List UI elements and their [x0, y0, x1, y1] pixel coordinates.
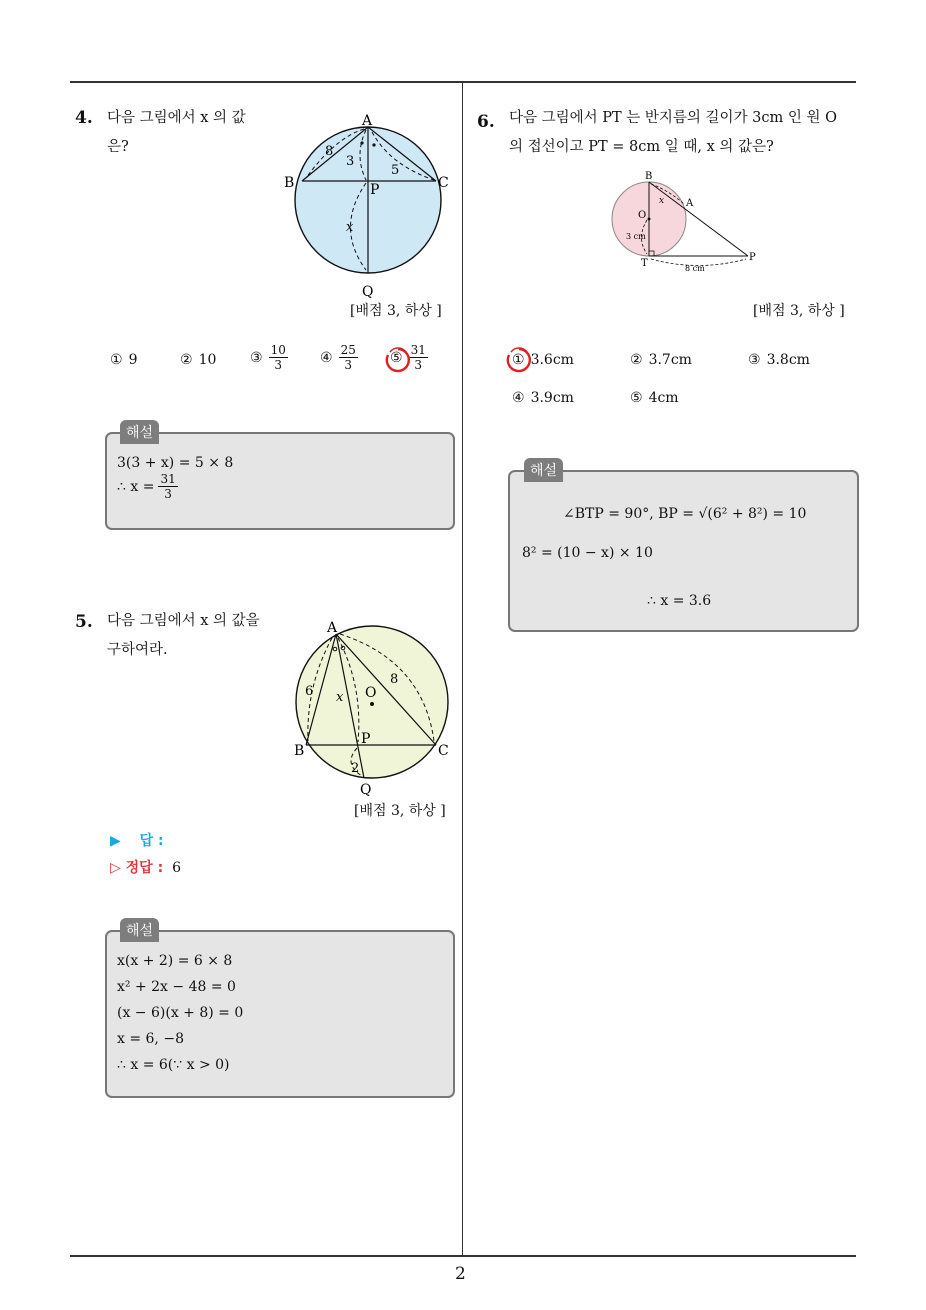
q6-label-o: O: [638, 210, 647, 221]
q5-solution-line-3: (x − 6)(x + 8) = 0: [117, 1005, 244, 1021]
page-number: 2: [455, 1264, 466, 1284]
column-divider: [462, 82, 463, 1256]
q6-label-p: P: [749, 252, 756, 263]
q4-text-line2: 은?: [107, 139, 129, 155]
q6-number: 6.: [477, 112, 495, 132]
q4-number: 4.: [75, 108, 93, 128]
q6-label-pt: 8 cm: [685, 264, 705, 273]
q4-label-b: B: [284, 175, 295, 191]
top-rule: [70, 81, 856, 83]
q5-label-a: A: [327, 620, 338, 636]
q6-option-2-value: 3.7cm: [648, 352, 692, 368]
bottom-rule: [70, 1255, 856, 1257]
q5-solution-line-4: x = 6, −8: [117, 1031, 184, 1047]
q6-option-5-value: 4cm: [648, 390, 679, 406]
q4-option-3-mark: ③: [250, 349, 263, 366]
q4-score: [배점 3, 하상 ]: [350, 303, 442, 319]
q4-option-3-fraction: $\frac{10}{3}$: [270, 343, 286, 372]
q5-correct-row: [110, 857, 181, 877]
q6-option-2[interactable]: [630, 352, 692, 368]
q5-label-ab: 6: [305, 684, 314, 699]
q6-label-r: 3 cm: [626, 232, 646, 241]
q5-number: 5.: [75, 612, 93, 632]
q4-option-4-mark: ④: [320, 349, 333, 366]
q4-label-pc: 5: [391, 163, 400, 178]
q5-label-o: O: [365, 685, 377, 701]
q4-option-1[interactable]: [110, 352, 137, 368]
q6-option-1-value: 3.6cm: [530, 352, 574, 368]
play-triangle-icon: ▶: [110, 833, 121, 849]
q6-solution-line-1: ∠BTP = 90°, BP = √(6² + 8²) = 10: [563, 506, 807, 522]
q5-text: [107, 607, 260, 665]
q6-label-x: x: [659, 196, 665, 206]
q4-figure: [280, 110, 460, 300]
q4-label-p: P: [370, 182, 380, 198]
q4-text-line1: 다음 그림에서 x 의 값: [107, 110, 246, 126]
q6-text: [509, 104, 837, 162]
q6-option-4[interactable]: [512, 390, 574, 406]
q4-option-5-mark: ⑤: [390, 349, 403, 366]
q6-text-line2: 의 접선이고 PT = 8cm 일 때, x 의 값은?: [509, 139, 774, 155]
q5-solution-line-5: ∴ x = 6(∵ x > 0): [117, 1057, 230, 1073]
q6-option-5-mark: ⑤: [630, 390, 643, 406]
q6-figure: [608, 168, 768, 278]
q6-solution-line-2: 8² = (10 − x) × 10: [522, 545, 653, 561]
q6-option-3-mark: ③: [748, 352, 761, 368]
q6-center-dot: [648, 218, 651, 221]
q4-option-2[interactable]: [180, 352, 216, 368]
q4-option-5-fraction: $\frac{31}{3}$: [410, 343, 426, 372]
q4-option-1-mark: ①: [110, 352, 123, 368]
q5-figure: [288, 616, 458, 802]
q6-solution-tab: 해설: [524, 458, 563, 482]
q6-score: [배점 3, 하상 ]: [753, 303, 845, 319]
q5-correct-label: 정답 :: [125, 860, 164, 876]
q5-label-q: Q: [360, 782, 372, 798]
q6-option-4-mark: ④: [512, 390, 525, 406]
q5-text-line2: 구하여라.: [107, 642, 168, 658]
q5-label-p: P: [361, 731, 371, 747]
q6-option-3-value: 3.8cm: [766, 352, 810, 368]
q5-label-ac: 8: [390, 672, 399, 687]
q4-option-1-value: 9: [128, 352, 138, 368]
q4-option-3[interactable]: [250, 343, 288, 372]
q5-answer-label: 답 :: [139, 833, 164, 849]
q5-solution-line-2: x² + 2x − 48 = 0: [117, 979, 236, 995]
outline-triangle-icon: ▷: [110, 860, 121, 876]
q4-label-a: A: [362, 113, 373, 129]
q6-label-a: A: [686, 198, 694, 209]
q5-label-x: x: [336, 690, 344, 705]
q4-option-2-value: 10: [198, 352, 217, 368]
q6-option-1-mark: ①: [512, 352, 525, 368]
q4-option-4[interactable]: [320, 343, 358, 372]
q6-text-line1: 다음 그림에서 PT 는 반지름의 길이가 3cm 인 원 O: [509, 110, 838, 126]
q4-solution-line-1: 3(3 + x) = 5 × 8: [117, 455, 234, 471]
q5-answer-row[interactable]: [110, 830, 164, 850]
q6-selected-circle: [505, 346, 533, 374]
q6-option-2-mark: ②: [630, 352, 643, 368]
q5-text-line1: 다음 그림에서 x 의 값을: [107, 613, 260, 629]
q5-label-c: C: [438, 743, 449, 759]
q4-option-4-fraction: $\frac{25}{3}$: [340, 343, 356, 372]
q4-selected-circle: [384, 346, 412, 374]
q4-angle-dot-1: [360, 141, 363, 144]
q5-solution-line-1: x(x + 2) = 6 × 8: [117, 953, 233, 969]
q6-option-5[interactable]: [630, 390, 679, 406]
q4-option-2-mark: ②: [180, 352, 193, 368]
q4-label-ab: 8: [325, 144, 334, 159]
q4-text: [107, 104, 246, 162]
q5-correct-value: 6: [172, 860, 181, 876]
q4-label-q: Q: [362, 284, 374, 300]
q4-label-ap: 3: [346, 154, 355, 169]
q4-angle-dot-2: [372, 143, 375, 146]
q6-option-4-value: 3.9cm: [530, 390, 574, 406]
q4-label-x: x: [346, 220, 354, 235]
q5-center-dot: [370, 702, 374, 706]
q5-label-b: B: [294, 743, 305, 759]
q6-option-3[interactable]: [748, 352, 810, 368]
q6-solution-line-3: ∴ x = 3.6: [647, 593, 712, 609]
q6-label-t: T: [641, 258, 648, 269]
q5-score: [배점 3, 하상 ]: [354, 803, 446, 819]
q4-solution-line-2: ∴ x = $\frac{31}{3}$: [117, 472, 176, 501]
q6-label-b: B: [645, 171, 653, 182]
q4-solution-tab: 해설: [120, 420, 159, 444]
q4-label-c: C: [438, 175, 449, 191]
q5-label-pq: 2: [351, 761, 360, 776]
q5-solution-tab: 해설: [120, 918, 159, 942]
